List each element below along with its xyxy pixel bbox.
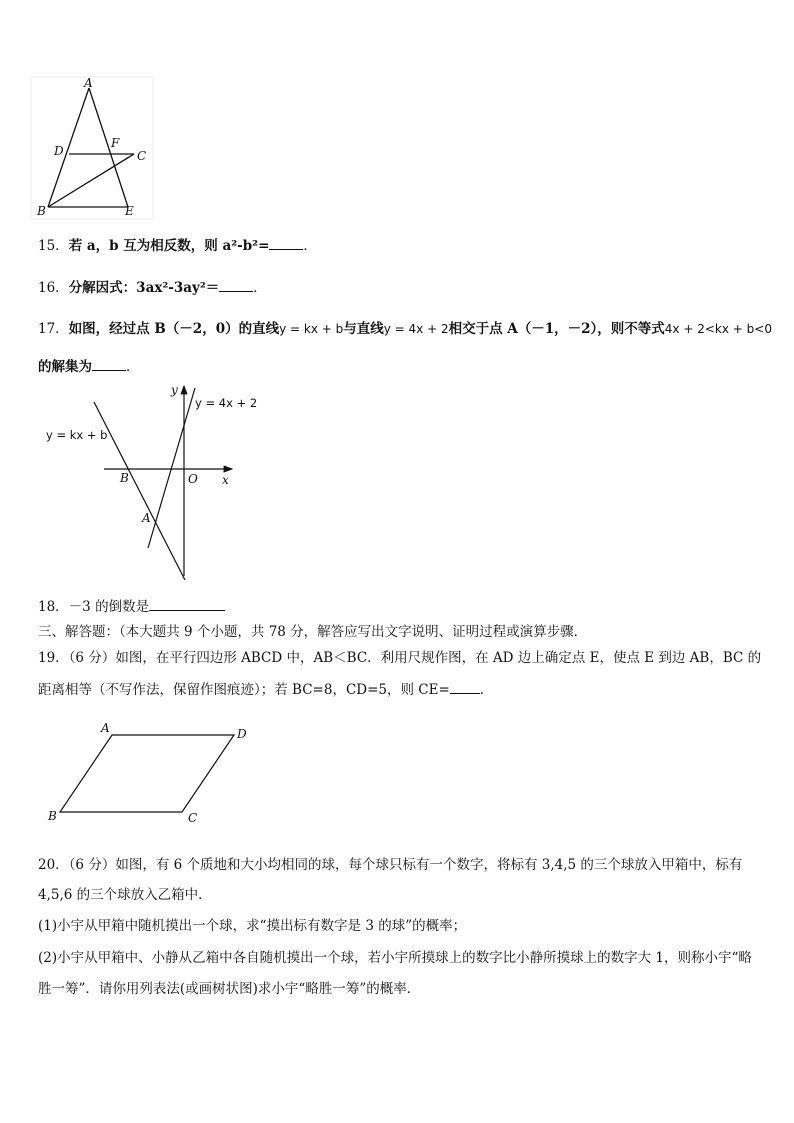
label-line-4x-plus-2: y = 4x + 2 [195, 396, 258, 410]
line-4x-plus-2 [148, 388, 195, 548]
answer-blank [219, 279, 253, 292]
parallelogram-figure [40, 718, 260, 828]
equation-1: y = kx + b [279, 322, 344, 336]
question-text: （6 分）如图，在平行四边形 ABCD 中，AB＜BC．利用尺规作图，在 AD 边上确定点 E，使点 E 到边 AB，BC 的 [68, 650, 762, 666]
question-text: －3 的倒数是 [68, 599, 150, 615]
question-20-part-1: (1)小宇从甲箱中随机摸出一个球，求“摸出标有数字是 3 的球”的概率； [38, 918, 467, 934]
question-20 [38, 853, 742, 873]
question-17 [38, 317, 772, 337]
question-19-line-2 [38, 678, 493, 698]
question-15 [38, 234, 317, 254]
label-line-kx-plus-b: y = kx + b [46, 428, 108, 442]
question-text-1: 如图，经过点 B（－2，0）的直线 [68, 321, 280, 337]
label-y: y [171, 383, 178, 397]
question-number: 18． [38, 599, 69, 615]
answer-blank [149, 598, 225, 611]
label-B: B [37, 204, 46, 218]
label-x: x [222, 473, 229, 487]
triangle-figure [30, 76, 160, 222]
label-A: A [101, 721, 110, 735]
label-B: B [120, 471, 129, 485]
segment-AE [89, 88, 128, 207]
answer-blank [92, 358, 126, 371]
label-F: F [111, 136, 120, 150]
question-end: ． [479, 682, 494, 698]
question-end: ． [253, 280, 267, 296]
question-text: 若 a，b 互为相反数，则 a²-b²= [68, 238, 270, 254]
question-text-2: 与直线 [343, 321, 384, 337]
question-17-line-2 [38, 355, 140, 375]
question-16 [38, 276, 267, 296]
label-O: O [188, 472, 198, 486]
inequality: 4x + 2<kx + b<0 [664, 322, 772, 336]
label-E: E [125, 204, 134, 218]
section-heading: 三、解答题：（本大题共 9 个小题，共 78 分，解答应写出文字说明、证明过程或演算步骤． [38, 624, 588, 640]
label-C: C [137, 149, 147, 163]
question-number: 17． [38, 321, 69, 337]
question-18 [38, 595, 225, 615]
answer-blank [269, 237, 303, 250]
question-text-3: 相交于点 A（－1，－2），则不等式 [448, 321, 665, 337]
label-C: C [188, 811, 198, 825]
question-text: 距离相等（不写作法，保留作图痕迹）；若 BC=8，CD=5，则 CE= [38, 682, 450, 698]
question-end: ． [126, 359, 140, 375]
lines-graph-figure [40, 380, 258, 585]
question-20-line-2: 4,5,6 的三个球放入乙箱中． [38, 887, 212, 903]
equation-2: y = 4x + 2 [383, 322, 449, 336]
question-end: ． [303, 238, 317, 254]
segment-BC [48, 154, 134, 207]
question-text: 分解因式：3ax²-3ay²＝ [68, 280, 220, 296]
question-text: （6 分）如图，有 6 个质地和大小均相同的球，每个球只标有一个数字，将标有 3,4,5 的三个球放入甲箱中，标有 [68, 857, 743, 873]
question-text-4: 的解集为 [38, 359, 92, 375]
line-kx-plus-b [94, 402, 185, 580]
question-19 [38, 646, 761, 666]
parallelogram-ABCD [60, 735, 234, 812]
label-D: D [54, 144, 64, 158]
label-B: B [48, 809, 57, 823]
label-A: A [142, 511, 151, 525]
question-number: 16． [38, 280, 69, 296]
question-number: 20． [38, 857, 69, 873]
question-20-part-2: (2)小宇从甲箱中、小静从乙箱中各自随机摸出一个球，若小宇所摸球上的数字比小静所摸球上的数字大 1，则称小宇“略 [38, 950, 752, 966]
question-20-part-2-line-2: 胜一筹”．请你用列表法(或画树状图)求小宇“略胜一筹”的概率． [38, 981, 421, 997]
question-number: 19． [38, 650, 69, 666]
question-number: 15． [38, 238, 69, 254]
answer-blank [450, 681, 480, 694]
label-A: A [84, 76, 93, 90]
label-D: D [237, 727, 247, 741]
